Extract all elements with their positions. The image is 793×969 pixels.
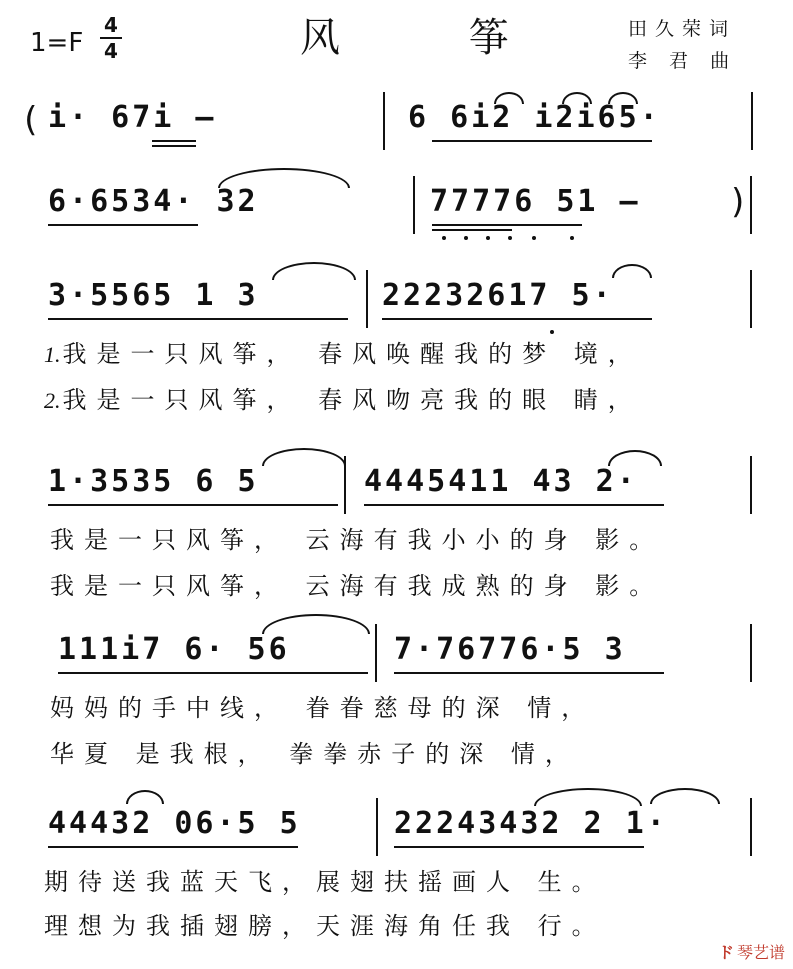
- system2-verse2: 我是一只风筝， 云海有我成熟的身 影。: [50, 572, 664, 600]
- logo-mark-icon: ド: [717, 943, 734, 962]
- intro-line2-measure2: 77776 51 –: [430, 184, 641, 219]
- intro-line2-measure1: 6·6534· 32: [48, 184, 259, 219]
- dot: [508, 236, 512, 240]
- dot: [486, 236, 490, 240]
- system1-verse1: [44, 334, 642, 369]
- slur: [272, 262, 356, 280]
- lyric-text: 我是一只风筝， 春风唤醒我的梦 境，: [62, 340, 642, 368]
- system4-measure2: 22243432 2 1·: [394, 806, 668, 841]
- underline: [152, 140, 196, 142]
- system3-verse2: 华夏 是我根， 拳拳赤子的深 情，: [50, 740, 579, 768]
- verse-number: 1.: [44, 342, 61, 367]
- barline: [366, 270, 368, 328]
- system3-measure1: 111i7 6· 56: [58, 632, 290, 667]
- underline: [382, 318, 652, 320]
- barline: [375, 624, 377, 682]
- slur: [126, 790, 164, 804]
- intro-open-paren: (: [20, 100, 44, 140]
- underline: [394, 846, 644, 848]
- barline: [383, 92, 385, 150]
- system4-verse1: 期待送我蓝天飞，展翅扶摇画人 生。: [44, 868, 606, 896]
- song-title: 风 筝: [300, 15, 567, 61]
- underline: [48, 224, 198, 226]
- key-signature: 1=F: [30, 28, 84, 58]
- underline: [58, 672, 368, 674]
- underline: [432, 229, 512, 231]
- time-signature-bottom: 4: [104, 39, 118, 63]
- system2-measure2: 4445411 43 2·: [364, 464, 638, 499]
- system2-measure1: 1·3535 6 5: [48, 464, 259, 499]
- barline: [750, 624, 752, 682]
- barline: [750, 456, 752, 514]
- underline: [394, 672, 664, 674]
- slur: [608, 450, 662, 466]
- lyricist-credit: 田久荣词: [628, 18, 737, 40]
- underline: [432, 140, 652, 142]
- dot: [464, 236, 468, 240]
- underline: [152, 145, 196, 147]
- dot: [532, 236, 536, 240]
- system1-measure1: 3·5565 1 3: [48, 278, 259, 313]
- slur: [612, 264, 652, 278]
- slur: [608, 92, 638, 104]
- dot: [570, 236, 574, 240]
- dot: [442, 236, 446, 240]
- barline: [750, 176, 752, 234]
- underline: [364, 504, 664, 506]
- barline: [750, 798, 752, 856]
- barline: [751, 92, 753, 150]
- slur: [262, 614, 370, 634]
- slur: [650, 788, 720, 804]
- system1-verse2: [44, 380, 642, 415]
- barline: [750, 270, 752, 328]
- intro-line1-measure2: 6 6i2 i2i65·: [408, 100, 661, 135]
- slur: [218, 168, 350, 188]
- barline: [376, 798, 378, 856]
- intro-close-paren: ): [728, 182, 752, 222]
- site-logo: [718, 940, 785, 963]
- underline: [432, 224, 582, 226]
- lyric-text: 我是一只风筝， 春风吻亮我的眼 睛，: [62, 386, 642, 414]
- system3-measure2: 7·76776·5 3: [394, 632, 626, 667]
- system1-measure2: 22232617 5·: [382, 278, 614, 313]
- underline: [48, 318, 348, 320]
- slur: [494, 92, 524, 104]
- underline: [48, 846, 298, 848]
- system3-verse1: 妈妈的手中线， 眷眷慈母的深 情，: [50, 694, 596, 722]
- system2-verse1: 我是一只风筝， 云海有我小小的身 影。: [50, 526, 664, 554]
- underline: [48, 504, 338, 506]
- time-signature: [100, 14, 122, 62]
- logo-text: 琴艺谱: [736, 943, 785, 962]
- barline: [413, 176, 415, 234]
- time-signature-top: 4: [104, 13, 118, 37]
- slur: [562, 92, 592, 104]
- slur: [262, 448, 346, 466]
- system4-verse2: 理想为我插翅膀，天涯海角任我 行。: [44, 912, 606, 940]
- slur: [534, 788, 642, 806]
- verse-number: 2.: [44, 388, 61, 413]
- system4-measure1: 44432 06·5 5: [48, 806, 301, 841]
- intro-line1-measure1: i· 67i –: [48, 100, 217, 135]
- composer-credit: 李 君 曲: [628, 50, 738, 72]
